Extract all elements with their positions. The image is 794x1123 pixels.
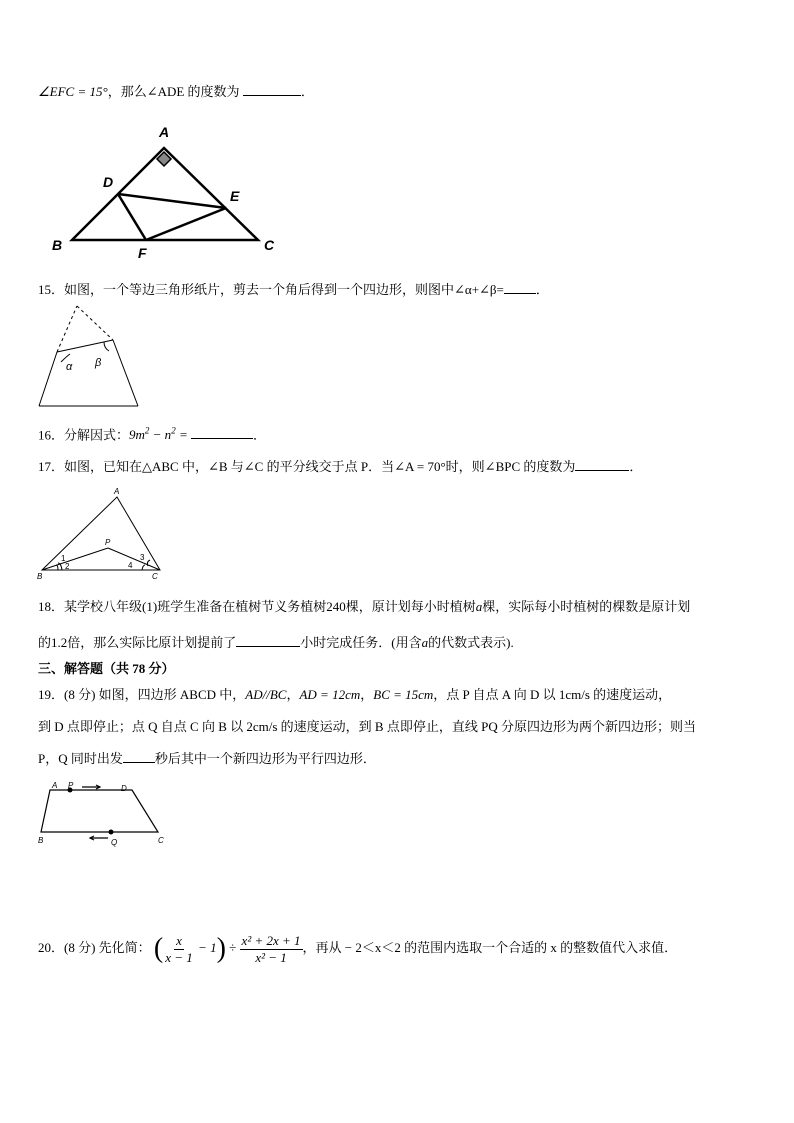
q19-parallel-expression: AD//BC bbox=[245, 687, 287, 702]
q20-suffix: ，再从 − 2＜x＜2 的范围内选取一个合适的 x 的整数值代入求值． bbox=[302, 940, 678, 955]
q16-term-a: 9m bbox=[129, 427, 145, 443]
q19-ad-length: AD = 12cm bbox=[299, 687, 361, 702]
q14-label-c: C bbox=[264, 237, 275, 253]
q17-label-a: A bbox=[114, 487, 120, 496]
q16-exp-a: 2 bbox=[144, 426, 150, 436]
q18-variable-a: a bbox=[475, 599, 483, 614]
q20-left-paren: ( bbox=[153, 933, 164, 965]
q15-period: ． bbox=[535, 282, 549, 297]
q19-text-d: ，点 P 自点 A 向 D 以 1cm/s 的速度运动， bbox=[433, 687, 672, 702]
q14-label-e: E bbox=[230, 188, 240, 204]
q20-f2-numerator: x² + 2x + 1 bbox=[241, 932, 301, 948]
q19-label-a: A bbox=[52, 781, 58, 790]
q18-tree-count: 240 bbox=[326, 599, 346, 614]
q19-text-a: 19．(8 分) 如图，四边形 ABCD 中， bbox=[38, 687, 246, 702]
q20-minus-one: − 1 bbox=[194, 940, 217, 955]
q15-alpha-label: α bbox=[66, 361, 73, 373]
q14-label-a: A bbox=[159, 124, 170, 140]
q19-text-e: P，Q 同时出发 bbox=[38, 751, 123, 766]
section-heading: 三、解答题（共 78 分） bbox=[38, 661, 175, 676]
q19-label-p: P bbox=[68, 781, 74, 790]
q18-variable-a-2: a bbox=[421, 635, 429, 650]
q20-divide: ÷ bbox=[229, 940, 237, 955]
q16-prefix: 16．分解因式： bbox=[38, 427, 130, 443]
q19-text-f: 秒后其中一个新四边形为平行四边形． bbox=[154, 751, 376, 766]
q18-multiplier: 1.2 bbox=[51, 635, 68, 650]
q19-line-2: 到 D 点即停止；点 Q 自点 C 向 B 以 2cm/s 的速度运动，到 B 点即停止，直线 PQ 分原四边形为两个新四边形；则当 bbox=[38, 719, 696, 734]
q17-question-text: 17．如图，已知在△ABC 中，∠B 与∠C 的平分线交于点 P．当∠A = 70°时，则∠BPC 的度数为 bbox=[38, 459, 576, 474]
q19-bc-length: BC = 15cm bbox=[373, 687, 434, 702]
q20-f1-numerator: x bbox=[176, 932, 182, 948]
q18-text-b: 班学生准备在植树节义务植树 bbox=[157, 599, 327, 614]
q20-fraction-1 bbox=[163, 933, 195, 966]
q20-f2-denominator: x² − 1 bbox=[255, 949, 287, 965]
q14-question-text: ，那么∠ADE 的度数为 bbox=[107, 84, 240, 99]
q18-text-e: 的 bbox=[38, 635, 52, 650]
q16-equals: = bbox=[175, 427, 191, 443]
q17-label-b: B bbox=[37, 572, 43, 581]
q19-label-c: C bbox=[158, 836, 164, 845]
q20-line bbox=[38, 928, 677, 969]
q18-text-h: 的代数式表示). bbox=[428, 635, 514, 650]
q20-prefix: 20．(8 分) 先化简： bbox=[38, 940, 151, 955]
q18-text-f: 倍，那么实际比原计划提前了 bbox=[67, 635, 237, 650]
q18-text-a: 18．某学校八年级 bbox=[38, 599, 143, 614]
q17-angle-1: 1 bbox=[61, 554, 66, 563]
q19-comma-1: ， bbox=[286, 687, 300, 702]
q19-label-q: Q bbox=[111, 838, 118, 847]
q14-label-f: F bbox=[138, 245, 147, 261]
q20-right-paren: ) bbox=[216, 933, 226, 965]
q15-beta-label: β bbox=[95, 357, 102, 369]
q18-text-c: 棵，原计划每小时植树 bbox=[345, 599, 476, 614]
q17-label-c: C bbox=[152, 572, 158, 581]
q20-fraction-2 bbox=[240, 933, 303, 966]
q14-label-b: B bbox=[52, 237, 63, 253]
q18-text-g: 小时完成任务．(用含 bbox=[300, 635, 422, 650]
q17-period: ． bbox=[629, 459, 643, 474]
q20-f1-denominator: x − 1 bbox=[165, 949, 193, 965]
q16-term-b: − n bbox=[149, 427, 172, 443]
q14-label-d: D bbox=[103, 174, 114, 190]
q18-class-number: (1) bbox=[142, 599, 158, 614]
q16-period: ． bbox=[252, 427, 266, 443]
q17-angle-2: 2 bbox=[65, 562, 70, 571]
q18-text-d: 棵，实际每小时植树的棵数是原计划 bbox=[482, 599, 691, 614]
q16-exp-b: 2 bbox=[171, 426, 176, 436]
q19-label-b: B bbox=[38, 836, 44, 845]
q17-angle-3: 3 bbox=[140, 553, 145, 562]
q15-question-text: 15．如图，一个等边三角形纸片，剪去一个角后得到一个四边形，则图中∠α+∠β= bbox=[38, 282, 504, 297]
q14-angle-expression: ∠EFC = 15° bbox=[38, 84, 108, 99]
q14-period: ． bbox=[300, 84, 314, 99]
q17-label-p: P bbox=[105, 538, 111, 547]
q19-label-d: D bbox=[121, 784, 127, 793]
q19-comma-2: ， bbox=[360, 687, 374, 702]
q17-angle-4: 4 bbox=[128, 561, 133, 570]
